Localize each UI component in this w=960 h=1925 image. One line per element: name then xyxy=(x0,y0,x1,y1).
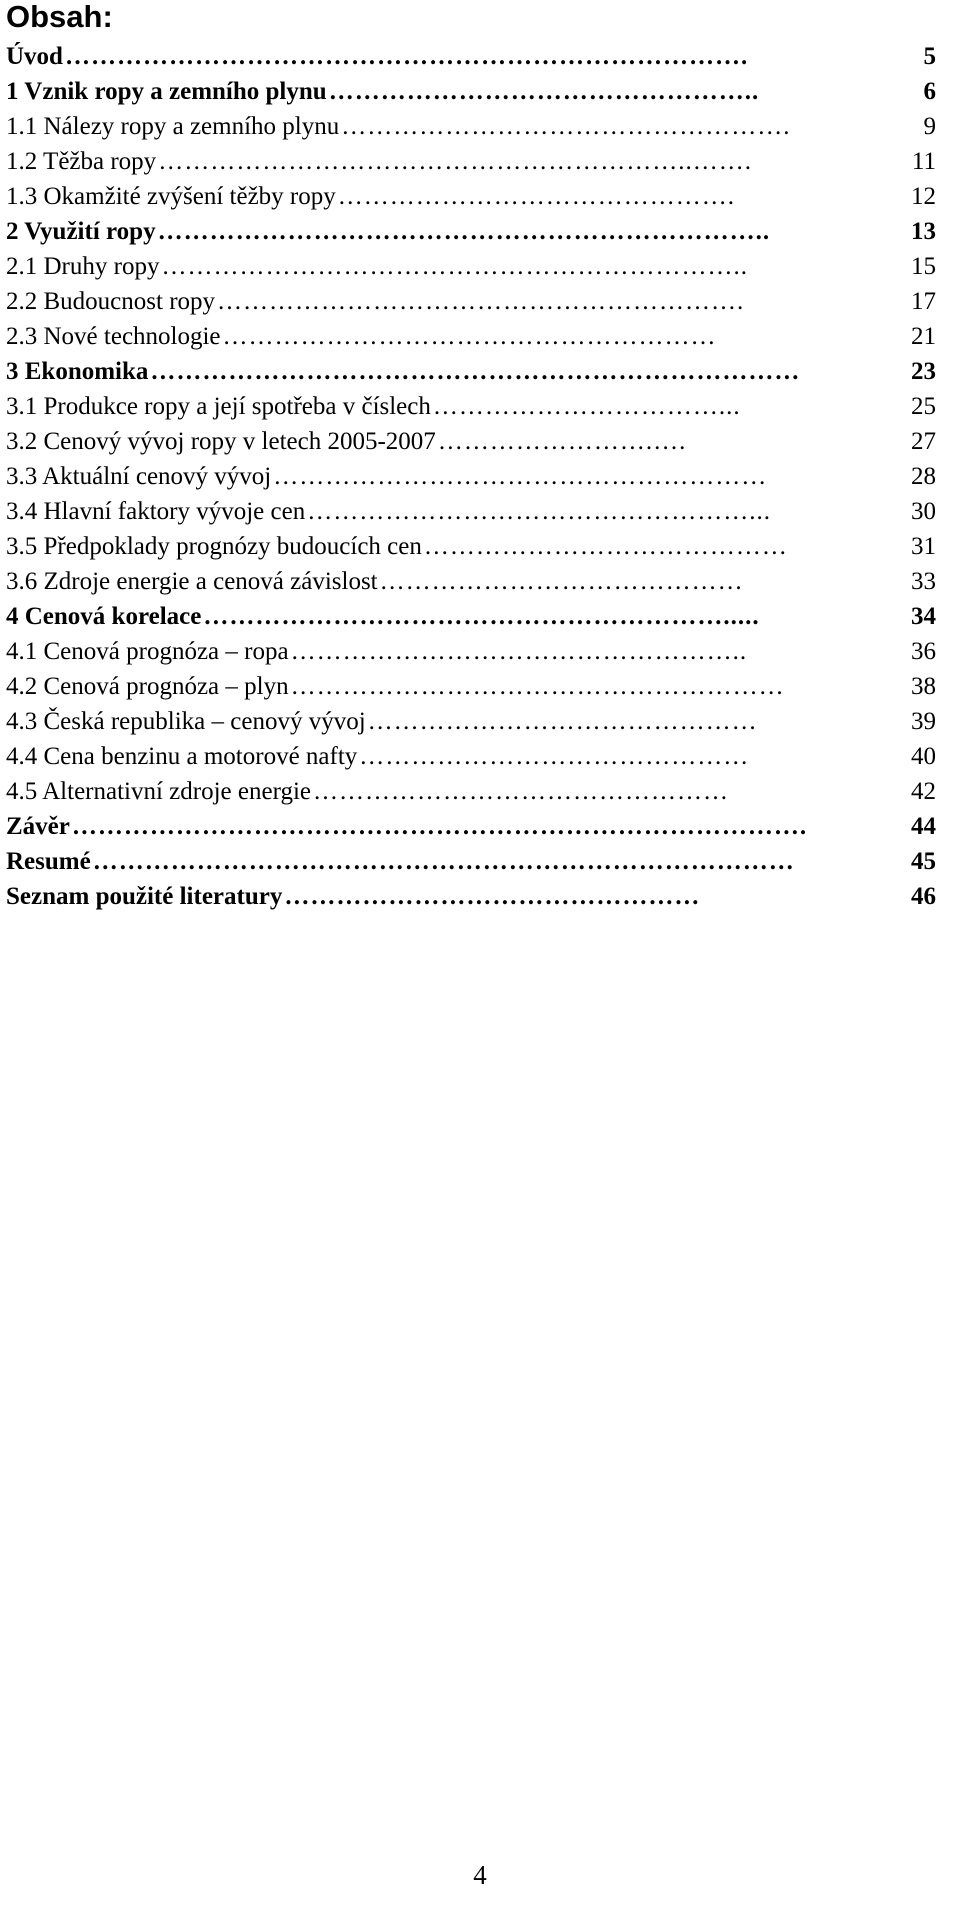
toc-leader-dots: ………………………………………………………….. xyxy=(161,253,748,280)
toc-entry-title: 4 Cenová korelace xyxy=(6,603,202,630)
toc-leader-dots: ……………………………………… xyxy=(359,743,750,770)
toc-leader-dots: …………………………………… xyxy=(379,568,744,595)
toc-entry-page: 31 xyxy=(911,533,936,560)
toc-leader-dots: ……………………………………………………. xyxy=(217,288,745,315)
toc-leader-dots: ………………………………………………… xyxy=(290,673,785,700)
toc-leader-dots: ………………………………………… xyxy=(284,883,701,910)
toc-entry-title: 1.1 Nálezy ropy a zemního plynu xyxy=(6,113,340,140)
toc-entry[interactable] xyxy=(6,564,934,599)
toc-leader-dots: ……………………………………………………………………… xyxy=(92,848,795,875)
toc-entry[interactable] xyxy=(6,739,934,774)
toc-leader-dots: ……………………………………………. xyxy=(341,113,791,140)
toc-leader-dots: …………………………………………….. xyxy=(290,638,748,665)
toc-entry[interactable] xyxy=(6,249,934,284)
toc-entry-page: 23 xyxy=(911,358,936,385)
toc-leader-dots: ……………………………………………... xyxy=(307,498,771,525)
table-of-contents xyxy=(6,39,934,914)
toc-leader-dots: ……………………………………………………..... xyxy=(203,603,760,630)
toc-entry-title: 1.3 Okamžité zvýšení těžby ropy xyxy=(6,183,336,210)
toc-entry-page: 27 xyxy=(911,428,936,455)
toc-leader-dots: ………………………………………….. xyxy=(328,78,760,105)
toc-leader-dots: ………………………………………………… xyxy=(273,463,768,490)
toc-entry-page: 40 xyxy=(911,743,936,770)
toc-entry-page: 13 xyxy=(911,218,936,245)
toc-entry-title: 2.3 Nové technologie xyxy=(6,323,221,350)
toc-entry[interactable] xyxy=(6,39,934,74)
toc-leader-dots: …………………………………………………………………………. xyxy=(71,813,808,840)
toc-entry[interactable] xyxy=(6,774,934,809)
toc-entry-title: Závěr xyxy=(6,813,70,840)
toc-leader-dots: ………………………………………. xyxy=(337,183,736,210)
toc-entry-page: 6 xyxy=(923,78,936,105)
toc-entry-page: 5 xyxy=(923,43,936,70)
toc-leader-dots: ……………………………………………………………………. xyxy=(64,43,749,70)
toc-leader-dots: ………………………………………………………………… xyxy=(150,358,801,385)
toc-entry-title: Resumé xyxy=(6,848,91,875)
toc-entry-page: 30 xyxy=(911,498,936,525)
toc-entry-title: 2 Využití ropy xyxy=(6,218,156,245)
toc-entry-title: 3.4 Hlavní faktory vývoje cen xyxy=(6,498,306,525)
toc-entry-page: 34 xyxy=(911,603,936,630)
toc-entry-page: 9 xyxy=(923,113,936,140)
toc-entry-page: 44 xyxy=(911,813,936,840)
toc-entry-page: 46 xyxy=(911,883,936,910)
toc-entry[interactable] xyxy=(6,459,934,494)
toc-entry[interactable] xyxy=(6,634,934,669)
toc-entry-title: 4.2 Cenová prognóza – plyn xyxy=(6,673,289,700)
toc-entry-page: 12 xyxy=(911,183,936,210)
toc-entry-title: 3.6 Zdroje energie a cenová závislost xyxy=(6,568,378,595)
toc-entry-title: 4.1 Cenová prognóza – ropa xyxy=(6,638,289,665)
toc-entry-title: 3.3 Aktuální cenový vývoj xyxy=(6,463,272,490)
toc-entry-page: 42 xyxy=(911,778,936,805)
toc-entry[interactable] xyxy=(6,809,934,844)
toc-entry[interactable] xyxy=(6,214,934,249)
toc-entry-title: 4.4 Cena benzinu a motorové nafty xyxy=(6,743,358,770)
toc-entry-page: 17 xyxy=(911,288,936,315)
toc-entry[interactable] xyxy=(6,284,934,319)
toc-entry[interactable] xyxy=(6,669,934,704)
toc-leader-dots: ……………………………... xyxy=(432,393,741,420)
toc-entry-title: 1 Vznik ropy a zemního plynu xyxy=(6,78,327,105)
toc-entry[interactable] xyxy=(6,144,934,179)
toc-entry[interactable] xyxy=(6,109,934,144)
toc-leader-dots: …………………………………… xyxy=(423,533,788,560)
toc-entry[interactable] xyxy=(6,179,934,214)
toc-entry[interactable] xyxy=(6,599,934,634)
toc-entry[interactable] xyxy=(6,844,934,879)
toc-entry-page: 21 xyxy=(911,323,936,350)
toc-entry-page: 25 xyxy=(911,393,936,420)
toc-entry[interactable] xyxy=(6,494,934,529)
toc-entry[interactable] xyxy=(6,319,934,354)
toc-leader-dots: ……………………………………… xyxy=(367,708,758,735)
toc-entry-page: 36 xyxy=(911,638,936,665)
toc-leader-dots: ………………………………………… xyxy=(313,778,729,805)
toc-entry-title: 2.2 Budoucnost ropy xyxy=(6,288,216,315)
toc-leader-dots: ……………………………………………………..……. xyxy=(158,148,752,175)
toc-entry-title: Úvod xyxy=(6,43,63,70)
toc-entry[interactable] xyxy=(6,389,934,424)
toc-leader-dots: …………………….…. xyxy=(437,428,687,455)
toc-entry-page: 38 xyxy=(911,673,936,700)
toc-entry[interactable] xyxy=(6,879,934,914)
toc-entry-title: 3 Ekonomika xyxy=(6,358,149,385)
toc-entry[interactable] xyxy=(6,354,934,389)
toc-entry-page: 33 xyxy=(911,568,936,595)
toc-entry-title: 3.2 Cenový vývoj ropy v letech 2005-2007 xyxy=(6,428,436,455)
toc-leader-dots: …………………………………………………………….. xyxy=(157,218,771,245)
toc-leader-dots: ………………………………………………… xyxy=(222,323,717,350)
toc-entry-title: 2.1 Druhy ropy xyxy=(6,253,160,280)
toc-entry-page: 15 xyxy=(911,253,936,280)
toc-entry-title: 4.3 Česká republika – cenový vývoj xyxy=(6,708,366,735)
toc-entry[interactable] xyxy=(6,529,934,564)
toc-entry-page: 28 xyxy=(911,463,936,490)
toc-entry-title: Seznam použité literatury xyxy=(6,883,283,910)
page-number: 4 xyxy=(473,1860,487,1890)
toc-entry-page: 45 xyxy=(911,848,936,875)
toc-entry-title: 4.5 Alternativní zdroje energie xyxy=(6,778,311,805)
toc-entry-title: 3.5 Předpoklady prognózy budoucích cen xyxy=(6,533,422,560)
toc-entry-page: 11 xyxy=(911,148,936,175)
toc-entry[interactable] xyxy=(6,74,934,109)
toc-entry-page: 39 xyxy=(911,708,936,735)
toc-entry[interactable] xyxy=(6,424,934,459)
toc-entry-title: 1.2 Těžba ropy xyxy=(6,148,157,175)
toc-heading: Obsah: xyxy=(6,0,113,34)
toc-entry-title: 3.1 Produkce ropy a její spotřeba v číslech xyxy=(6,393,431,420)
toc-entry[interactable] xyxy=(6,704,934,739)
